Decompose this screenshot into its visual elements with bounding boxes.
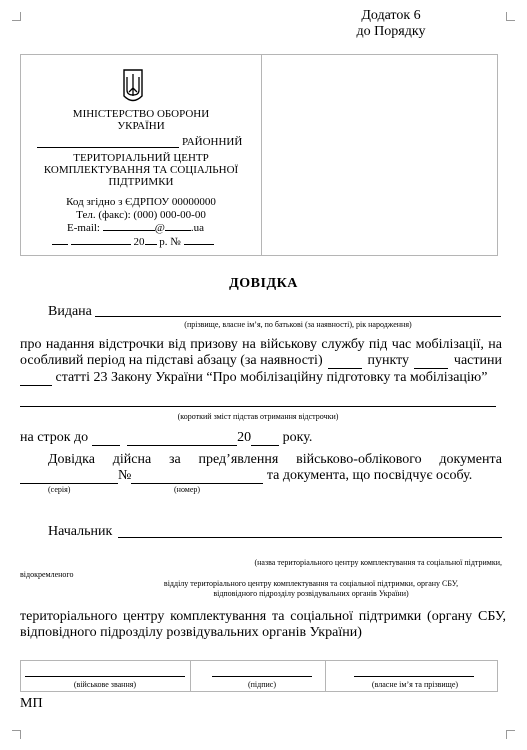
rank-line <box>25 676 185 677</box>
page-corner-mark <box>12 12 21 21</box>
annex-heading <box>336 8 446 40</box>
edrpou-code: Код згідно з ЄДРПОУ 00000000 <box>66 196 216 208</box>
center-line2: КОМПЛЕКТУВАННЯ ТА СОЦІАЛЬНОЇ <box>43 164 239 176</box>
valid-number-sign: № <box>118 468 132 483</box>
number-label: № <box>170 236 181 248</box>
fullname-hint: (власне ім’я та прізвище) <box>371 680 459 689</box>
issued-hint: (прізвище, власне ім’я, по батькові (за наявності), рік народження) <box>184 320 412 329</box>
rank-hint: (військове звання) <box>73 680 137 689</box>
term-suffix: року. <box>282 430 313 445</box>
stamp-divider <box>261 54 262 256</box>
signature-hint: (підпис) <box>247 680 276 689</box>
issued-label: Видана <box>48 304 92 319</box>
signature-divider <box>325 660 326 692</box>
head-hint-line3: відділу територіального центру комплектування та соціальної підтримки, органу СБУ, <box>163 579 459 588</box>
valid-line2-end: та документа, що посвідчує особу. <box>266 468 473 483</box>
district-suffix: РАЙОННИЙ <box>182 136 243 148</box>
organization-text <box>20 609 506 641</box>
email-domain: .ua <box>190 222 205 234</box>
head-hint-line1: (назва територіального центру комплектування та соціальної підтримки, <box>254 558 502 567</box>
center-name <box>30 152 252 188</box>
page-corner-mark <box>506 12 515 21</box>
head-hint-line2: відокремленого <box>20 570 74 579</box>
ministry-line1: МІНІСТЕРСТВО ОБОРОНИ <box>72 108 210 120</box>
term-year: 20 <box>237 430 252 445</box>
organization-line1: територіального центру комплектування та соціальної підтримки (органу СБУ, <box>20 609 506 624</box>
center-line3: ПІДТРИМКИ <box>108 176 174 188</box>
head-label: Начальник <box>48 524 113 539</box>
fullname-line <box>354 676 474 677</box>
page-corner-mark <box>12 730 21 739</box>
email-label: E-mail: <box>67 222 100 234</box>
seal-mark: МП <box>20 696 43 711</box>
term-prefix: на строк до <box>20 430 89 445</box>
date-year-prefix: 20 <box>133 236 145 248</box>
reason-hint: (короткий зміст підстав отримання відстрочки) <box>177 412 339 421</box>
deferral-text-line1: про надання відстрочки від призову на військову службу під час мобілізації, на <box>20 337 502 352</box>
ministry-line2: УКРАЇНИ <box>117 120 165 132</box>
issued-name-line <box>95 316 501 317</box>
number-hint: (номер) <box>174 485 201 494</box>
ministry-name <box>30 108 252 132</box>
deferral-text-line3: статті 23 Закону України “Про мобілізаційну підготовку та мобілізацію” <box>20 370 502 386</box>
deferral-text-line2: особливий період на підставі абзацу (за наявності) пункту частини <box>20 353 502 368</box>
signature-divider <box>190 660 191 692</box>
coat-of-arms-trident-icon <box>121 68 145 106</box>
annex-line2: до Порядку <box>356 24 426 39</box>
head-hint-line4: відповідного підрозділу розвідувальних органів України) <box>213 589 409 598</box>
validity-line1: Довідка дійсна за пред’явлення військово-облікового документа <box>48 452 502 467</box>
signature-line <box>212 676 312 677</box>
outgoing-date-number <box>52 236 214 248</box>
head-name-line <box>118 537 502 538</box>
page-corner-mark <box>506 730 515 739</box>
reason-line <box>20 406 496 407</box>
validity-line2 <box>20 468 472 484</box>
phone-fax: Тел. (факс): (000) 000-00-00 <box>76 209 206 221</box>
date-year-suffix: р. <box>159 236 168 248</box>
annex-line1: Додаток 6 <box>361 8 421 23</box>
district-blank-line <box>37 147 179 148</box>
center-line1: ТЕРИТОРІАЛЬНИЙ ЦЕНТР <box>73 152 209 164</box>
organization-line2: відповідного підрозділу розвідувальних органів України) <box>20 625 362 640</box>
series-hint: (серія) <box>48 485 71 494</box>
email-at: @ <box>154 222 165 234</box>
term-line <box>20 430 312 446</box>
email-line <box>67 222 204 234</box>
document-title: ДОВІДКА <box>229 276 298 291</box>
